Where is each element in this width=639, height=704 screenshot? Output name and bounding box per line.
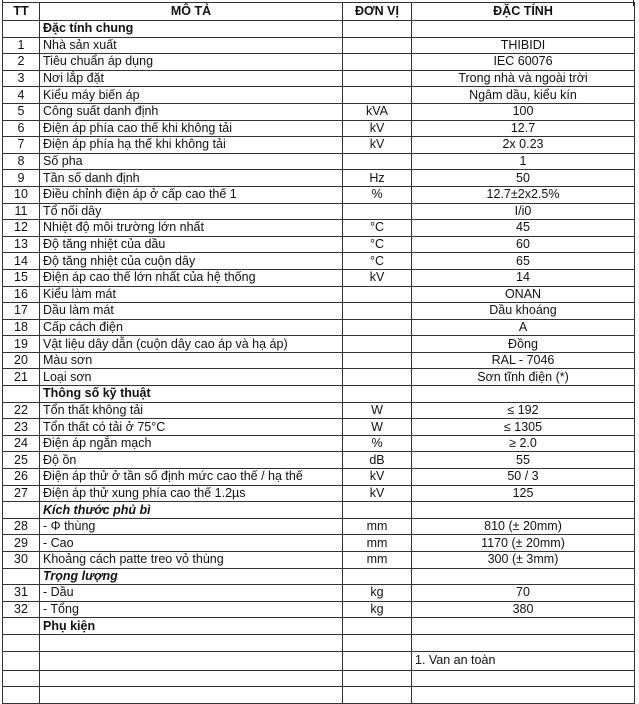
header-spec: ĐẶC TÍNH: [412, 3, 635, 21]
row-number: 2: [3, 54, 40, 71]
row-unit: [343, 21, 412, 38]
row-description: [40, 651, 343, 670]
row-value: 65: [412, 253, 635, 270]
row-value: Đồng: [412, 336, 635, 353]
row-unit: [343, 651, 412, 670]
row-number: 9: [3, 170, 40, 187]
row-value: RAL - 7046: [412, 352, 635, 369]
row-value: [412, 21, 635, 38]
row-value: 380: [412, 601, 635, 618]
row-unit: [343, 352, 412, 369]
row-description: Tiêu chuẩn áp dụng: [40, 54, 343, 71]
row-number: 30: [3, 552, 40, 569]
table-row: [3, 137, 635, 154]
row-value: 60: [412, 236, 635, 253]
row-value: [412, 502, 635, 519]
table-row: [3, 469, 635, 486]
row-number: 26: [3, 469, 40, 486]
row-value: 14: [412, 269, 635, 286]
row-number: 24: [3, 435, 40, 452]
row-unit: kV: [343, 269, 412, 286]
row-unit: W: [343, 419, 412, 436]
row-number: 21: [3, 369, 40, 386]
table-body: [3, 21, 635, 704]
row-unit: kV: [343, 120, 412, 137]
row-value: [412, 687, 635, 704]
row-description: Loại sơn: [40, 369, 343, 386]
row-unit: kV: [343, 485, 412, 502]
row-unit: kg: [343, 601, 412, 618]
table-row: [3, 236, 635, 253]
row-value: [412, 634, 635, 651]
section-row: [3, 568, 635, 585]
row-description: Điện áp ngắn mạch: [40, 435, 343, 452]
row-number: 17: [3, 303, 40, 320]
row-number: [3, 502, 40, 519]
row-description: Khoảng cách patte treo vỏ thùng: [40, 552, 343, 569]
row-description: Độ tăng nhiệt của cuộn dây: [40, 253, 343, 270]
row-value: ONAN: [412, 286, 635, 303]
row-number: 6: [3, 120, 40, 137]
row-value: 1. Van an toàn: [412, 651, 635, 670]
row-number: 23: [3, 419, 40, 436]
table-row: [3, 186, 635, 203]
row-number: [3, 651, 40, 670]
section-row: [3, 618, 635, 635]
row-description: [40, 687, 343, 704]
table-row: [3, 120, 635, 137]
row-number: 4: [3, 87, 40, 104]
table-row: [3, 402, 635, 419]
row-value: 2x 0.23: [412, 137, 635, 154]
spec-sheet: [2, 2, 634, 704]
row-value: 300 (± 3mm): [412, 552, 635, 569]
row-value: 50: [412, 170, 635, 187]
row-value: [412, 386, 635, 403]
table-row: [3, 435, 635, 452]
row-unit: [343, 369, 412, 386]
row-description: Điện áp thử ở tần số định mức cao thế / hạ thế: [40, 469, 343, 486]
row-number: 18: [3, 319, 40, 336]
row-description: Màu sơn: [40, 352, 343, 369]
table-row: [3, 103, 635, 120]
row-value: [412, 670, 635, 687]
table-row: [3, 651, 635, 670]
row-unit: mm: [343, 535, 412, 552]
row-value: Trong nhà và ngoài trời: [412, 70, 635, 87]
row-unit: [343, 303, 412, 320]
row-number: 25: [3, 452, 40, 469]
section-row: [3, 502, 635, 519]
row-unit: %: [343, 186, 412, 203]
section-row: [3, 21, 635, 38]
table-row: [3, 70, 635, 87]
table-row: [3, 303, 635, 320]
table-row: [3, 419, 635, 436]
row-value: 12.7: [412, 120, 635, 137]
row-value: 1: [412, 153, 635, 170]
row-value: ≤ 1305: [412, 419, 635, 436]
row-unit: kVA: [343, 103, 412, 120]
row-unit: %: [343, 435, 412, 452]
table-row: [3, 220, 635, 237]
row-number: 14: [3, 253, 40, 270]
row-unit: [343, 70, 412, 87]
row-number: [3, 386, 40, 403]
row-number: 20: [3, 352, 40, 369]
row-description: Kiểu làm mát: [40, 286, 343, 303]
table-row: [3, 518, 635, 535]
table-row: [3, 552, 635, 569]
row-value: 12.7±2x2.5%: [412, 186, 635, 203]
row-description: Điều chỉnh điện áp ở cấp cao thế 1: [40, 186, 343, 203]
row-unit: dB: [343, 452, 412, 469]
table-row: [3, 253, 635, 270]
row-number: 22: [3, 402, 40, 419]
row-unit: mm: [343, 552, 412, 569]
table-row: [3, 203, 635, 220]
row-number: [3, 687, 40, 704]
row-description: Đặc tính chung: [40, 21, 343, 38]
header-tt: TT: [3, 3, 40, 21]
table-row: [3, 601, 635, 618]
row-number: [3, 634, 40, 651]
row-unit: mm: [343, 518, 412, 535]
row-description: [40, 634, 343, 651]
row-number: 32: [3, 601, 40, 618]
row-number: 28: [3, 518, 40, 535]
table-row: [3, 336, 635, 353]
row-unit: [343, 634, 412, 651]
row-description: Kiểu máy biến áp: [40, 87, 343, 104]
row-description: - Tổng: [40, 601, 343, 618]
row-description: Dầu làm mát: [40, 303, 343, 320]
section-row: [3, 386, 635, 403]
table-row: [3, 687, 635, 704]
row-description: Thông số kỹ thuật: [40, 386, 343, 403]
row-value: 1170 (± 20mm): [412, 535, 635, 552]
row-number: 19: [3, 336, 40, 353]
row-description: Cấp cách điện: [40, 319, 343, 336]
table-row: [3, 37, 635, 54]
row-description: Điện áp phía hạ thế khi không tải: [40, 137, 343, 154]
row-number: 27: [3, 485, 40, 502]
row-unit: [343, 687, 412, 704]
row-value: A: [412, 319, 635, 336]
row-value: Sơn tĩnh điện (*): [412, 369, 635, 386]
row-number: 13: [3, 236, 40, 253]
row-description: Nơi lắp đặt: [40, 70, 343, 87]
row-unit: [343, 286, 412, 303]
table-row: [3, 535, 635, 552]
row-description: Điện áp thử xung phía cao thế 1.2µs: [40, 485, 343, 502]
row-value: I/i0: [412, 203, 635, 220]
table-row: [3, 634, 635, 651]
row-number: 11: [3, 203, 40, 220]
row-number: [3, 618, 40, 635]
row-number: 10: [3, 186, 40, 203]
row-number: 7: [3, 137, 40, 154]
row-value: [412, 618, 635, 635]
table-row: [3, 87, 635, 104]
row-description: Kích thước phủ bì: [40, 502, 343, 519]
table-row: [3, 670, 635, 687]
table-row: [3, 369, 635, 386]
row-value: 55: [412, 452, 635, 469]
table-row: [3, 352, 635, 369]
row-description: - Φ thùng: [40, 518, 343, 535]
row-unit: Hz: [343, 170, 412, 187]
row-unit: °C: [343, 220, 412, 237]
table-row: [3, 585, 635, 602]
table-header-row: [3, 3, 635, 21]
row-description: Độ tăng nhiệt của dầu: [40, 236, 343, 253]
row-unit: °C: [343, 236, 412, 253]
row-description: Công suất danh định: [40, 103, 343, 120]
row-unit: [343, 37, 412, 54]
table-row: [3, 319, 635, 336]
row-description: Điện áp cao thế lớn nhất của hệ thống: [40, 269, 343, 286]
row-number: 5: [3, 103, 40, 120]
header-description: MÔ TẢ: [40, 3, 343, 21]
row-unit: [343, 319, 412, 336]
row-description: Tổn thất không tải: [40, 402, 343, 419]
row-unit: [343, 670, 412, 687]
spec-table: [2, 2, 635, 704]
row-description: Số pha: [40, 153, 343, 170]
row-description: Tổn thất có tải ở 75°C: [40, 419, 343, 436]
row-unit: [343, 54, 412, 71]
row-unit: [343, 203, 412, 220]
row-description: Độ ồn: [40, 452, 343, 469]
row-value: 810 (± 20mm): [412, 518, 635, 535]
row-description: - Cao: [40, 535, 343, 552]
row-value: 100: [412, 103, 635, 120]
row-description: Tổ nối dây: [40, 203, 343, 220]
row-description: [40, 670, 343, 687]
row-number: 31: [3, 585, 40, 602]
row-description: Phụ kiện: [40, 618, 343, 635]
row-unit: [343, 87, 412, 104]
table-row: [3, 452, 635, 469]
row-number: 15: [3, 269, 40, 286]
row-description: Trọng lượng: [40, 568, 343, 585]
row-unit: [343, 568, 412, 585]
row-value: Dầu khoáng: [412, 303, 635, 320]
row-number: 16: [3, 286, 40, 303]
row-unit: [343, 502, 412, 519]
row-value: Ngâm dầu, kiểu kín: [412, 87, 635, 104]
row-number: 29: [3, 535, 40, 552]
row-value: ≥ 2.0: [412, 435, 635, 452]
row-number: 3: [3, 70, 40, 87]
row-number: 12: [3, 220, 40, 237]
table-row: [3, 54, 635, 71]
row-value: 125: [412, 485, 635, 502]
row-description: Tần số danh định: [40, 170, 343, 187]
row-number: 1: [3, 37, 40, 54]
row-value: ≤ 192: [412, 402, 635, 419]
row-value: THIBIDI: [412, 37, 635, 54]
row-unit: °C: [343, 253, 412, 270]
table-row: [3, 269, 635, 286]
row-unit: [343, 386, 412, 403]
row-number: [3, 670, 40, 687]
row-unit: kV: [343, 137, 412, 154]
row-number: [3, 21, 40, 38]
row-unit: [343, 153, 412, 170]
table-row: [3, 485, 635, 502]
table-row: [3, 286, 635, 303]
row-value: 70: [412, 585, 635, 602]
row-value: [412, 568, 635, 585]
row-unit: kg: [343, 585, 412, 602]
header-unit: ĐƠN VỊ: [343, 3, 412, 21]
row-unit: kV: [343, 469, 412, 486]
table-row: [3, 153, 635, 170]
row-description: Điện áp phía cao thế khi không tải: [40, 120, 343, 137]
row-unit: [343, 618, 412, 635]
row-description: Vật liệu dây dẫn (cuộn dây cao áp và hạ áp): [40, 336, 343, 353]
row-number: 8: [3, 153, 40, 170]
table-row: [3, 170, 635, 187]
row-value: 50 / 3: [412, 469, 635, 486]
row-value: IEC 60076: [412, 54, 635, 71]
row-number: [3, 568, 40, 585]
row-description: Nhiệt độ môi trường lớn nhất: [40, 220, 343, 237]
row-unit: [343, 336, 412, 353]
row-unit: W: [343, 402, 412, 419]
row-description: - Dầu: [40, 585, 343, 602]
row-value: 45: [412, 220, 635, 237]
row-description: Nhà sản xuất: [40, 37, 343, 54]
